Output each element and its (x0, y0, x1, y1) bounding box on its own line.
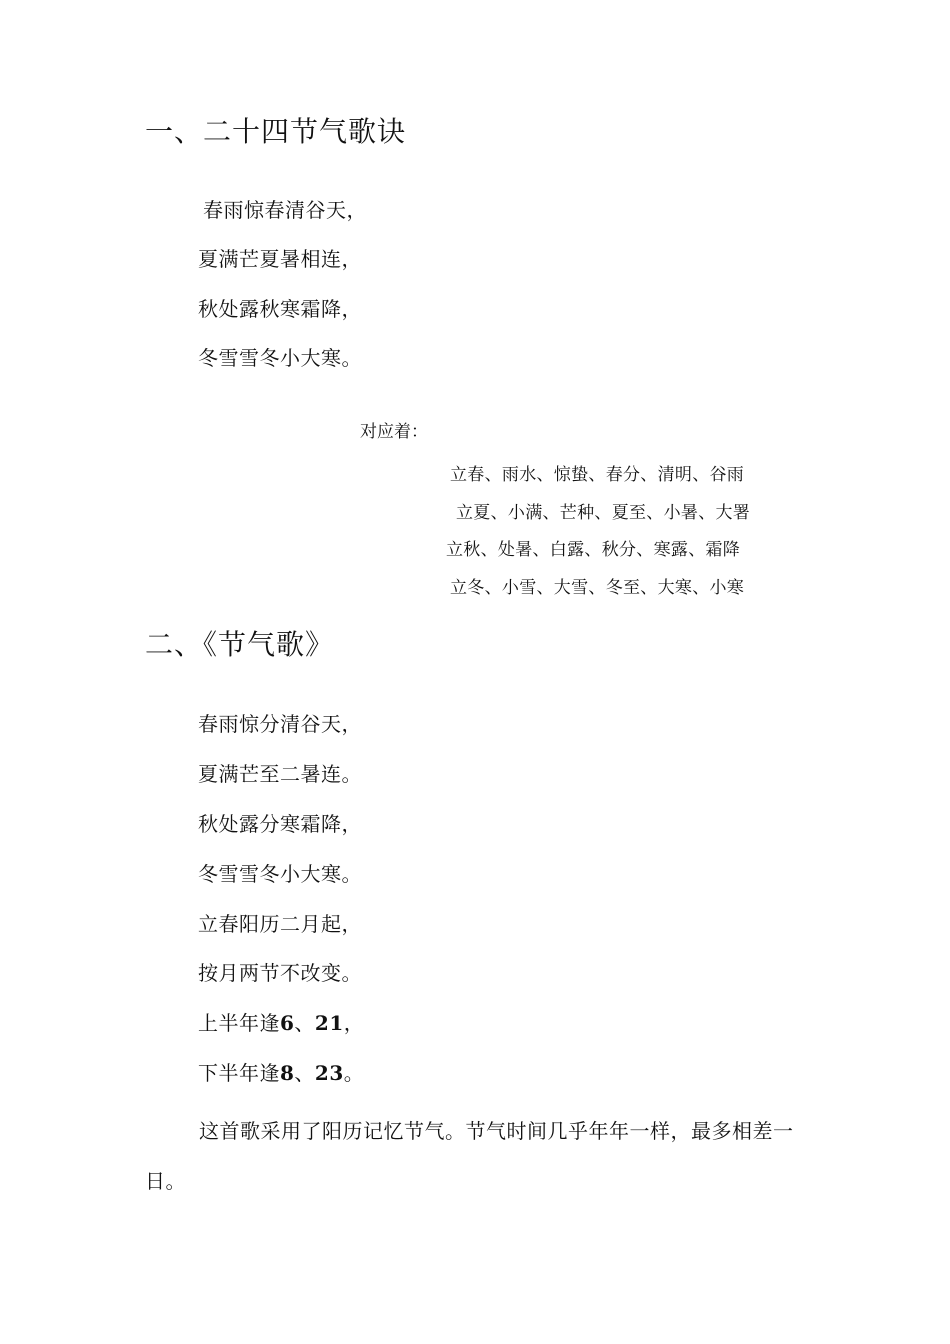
upper-sep: 、 (294, 1011, 315, 1035)
section-2-verse-lower-half (198, 1061, 364, 1085)
terms-line-summer: 立夏、小满、芒种、夏至、小暑、大署 (456, 503, 751, 523)
section-2-verse-2: 夏满芒至二暑连。 (198, 762, 362, 786)
terms-line-spring: 立春、雨水、惊蛰、春分、清明、谷雨 (450, 465, 745, 485)
upper-prefix: 上半年逢 (198, 1011, 280, 1035)
lower-day-1: 8 (280, 1061, 295, 1085)
section-2-verse-1: 春雨惊分清谷天， (198, 712, 362, 736)
section-1-verse-4: 冬雪雪冬小大寒。 (198, 346, 362, 370)
section-1-verse-2: 夏满芒夏暑相连， (198, 247, 362, 271)
upper-day-1: 6 (280, 1011, 295, 1035)
section-2-verse-upper-half (198, 1011, 364, 1035)
lower-sep: 、 (294, 1061, 315, 1085)
lower-suffix: 。 (343, 1061, 365, 1085)
upper-suffix: ， (343, 1011, 365, 1035)
terms-line-autumn: 立秋、处暑、白露、秋分、寒露、霜降 (446, 540, 741, 560)
upper-day-2: 21 (314, 1011, 344, 1035)
terms-line-winter: 立冬、小雪、大雪、冬至、大寒、小寒 (450, 578, 745, 598)
explanation-paragraph: 这首歌采用了阳历记忆节气。节气时间几乎年年一样，最多相差一日。 (145, 1119, 794, 1193)
lower-prefix: 下半年逢 (198, 1061, 280, 1085)
correspond-label: 对应着： (360, 422, 428, 442)
section-1-verse-3: 秋处露秋寒霜降， (198, 297, 362, 321)
section-1-verse-1: 春雨惊春清谷天， (203, 198, 367, 222)
section-2-verse-5: 立春阳历二月起， (198, 912, 362, 936)
section-2-verse-4: 冬雪雪冬小大寒。 (198, 862, 362, 886)
section-2-verse-6: 按月两节不改变。 (198, 961, 362, 985)
section-1-heading: 一、二十四节气歌诀 (145, 115, 407, 148)
lower-day-2: 23 (314, 1061, 344, 1085)
section-2-verse-3: 秋处露分寒霜降， (198, 812, 362, 836)
section-2-heading: 二、《节气歌》 (145, 628, 335, 661)
